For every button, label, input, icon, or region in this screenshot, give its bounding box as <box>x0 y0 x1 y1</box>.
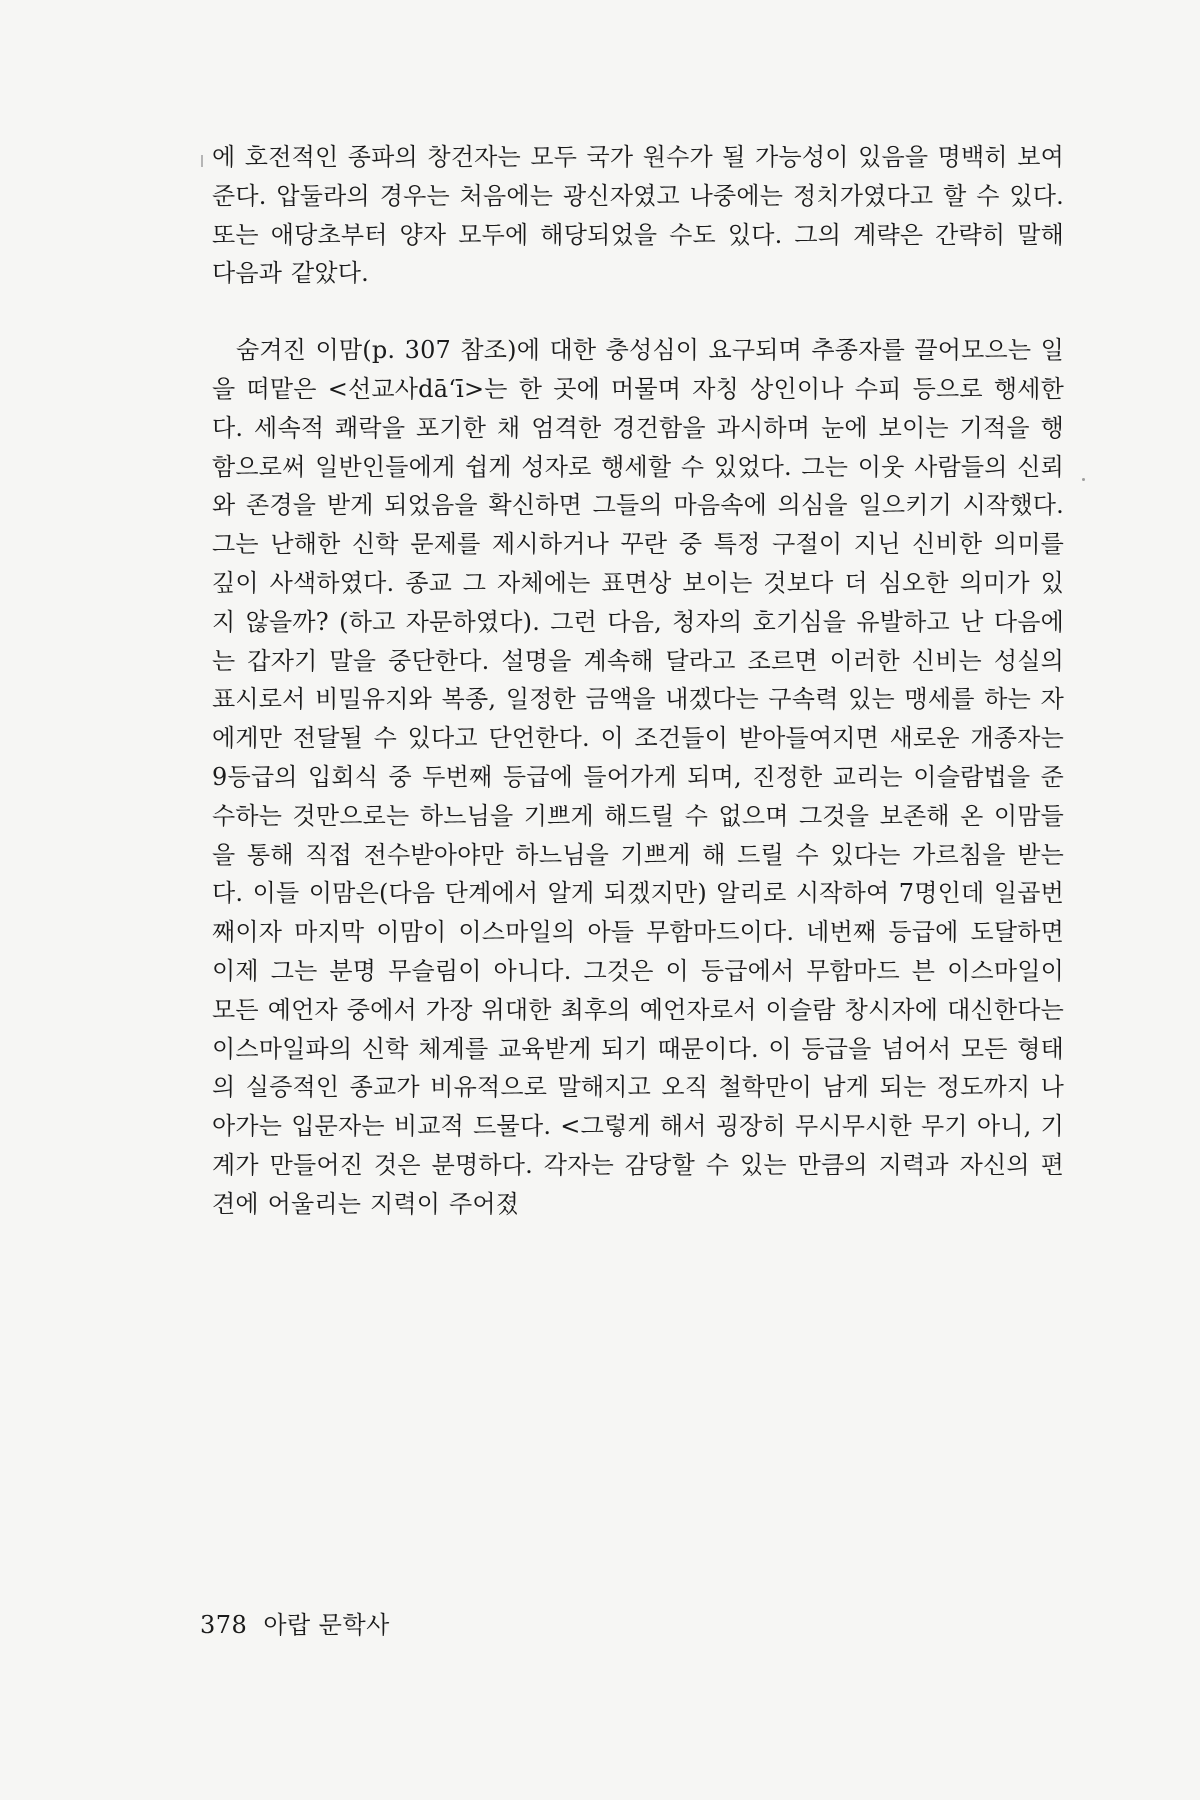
body-text <box>212 138 1064 1224</box>
paragraph-2: 숨겨진 이맘(p. 307 참조)에 대한 충성심이 요구되며 추종자를 끌어모으는 일을 떠맡은 <선교사dā‘ī>는 한 곳에 머물며 자칭 상인이나 수피 등으로 행세한다. 세속적 쾌락을 포기한 채 엄격한 경건함을 과시하며 눈에 보이는 기적을 행함으로써 일반인들에게 쉽게 성자로 행세할 수 있었다. 그는 이웃 사람들의 신뢰와 존경을 받게 되었음을 확신하면 그들의 마음속에 의심을 일으키기 시작했다. 그는 난해한 신학 문제를 제시하거나 꾸란 중 특정 구절이 지닌 신비한 의미를 깊이 사색하였다. 종교 그 자체에는 표면상 보이는 것보다 더 심오한 의미가 있지 않을까? (하고 자문하였다). 그런 다음, 청자의 호기심을 유발하고 난 다음에는 갑자기 말을 중단한다. 설명을 계속해 달라고 조르면 이러한 신비는 성실의 표시로서 비밀유지와 복종, 일정한 금액을 내겠다는 구속력 있는 맹세를 하는 자에게만 전달될 수 있다고 단언한다. 이 조건들이 받아들여지면 새로운 개종자는 9등급의 입회식 중 두번째 등급에 들어가게 되며, 진정한 교리는 이슬람법을 준수하는 것만으로는 하느님을 기쁘게 해드릴 수 없으며 그것을 보존해 온 이맘들을 통해 직접 전수받아야만 하느님을 기쁘게 해 드릴 수 있다는 가르침을 받는다. 이들 이맘은(다음 단계에서 알게 되겠지만) 알리로 시작하여 7명인데 일곱번째이자 마지막 이맘이 이스마일의 아들 무함마드이다. 네번째 등급에 도달하면 이제 그는 분명 무슬림이 아니다. 그것은 이 등급에서 무함마드 븐 이스마일이 모든 예언자 중에서 가장 위대한 최후의 예언자로서 이슬람 창시자에 대신한다는 이스마일파의 신학 체계를 교육받게 되기 때문이다. 이 등급을 넘어서 모든 형태의 실증적인 종교가 비유적으로 말해지고 오직 철학만이 남게 되는 정도까지 나아가는 입문자는 비교적 드물다. <그렇게 해서 굉장히 무시무시한 무기 아니, 기계가 만들어진 것은 분명하다. 각자는 감당할 수 있는 만큼의 지력과 자신의 편견에 어울리는 지력이 주어졌 <box>212 336 1064 1218</box>
paragraph-1: 에 호전적인 종파의 창건자는 모두 국가 원수가 될 가능성이 있음을 명백히 보여 준다. 압둘라의 경우는 처음에는 광신자였고 나중에는 정치가였다고 할 수 있다. 또는 애당초부터 양자 모두에 해당되었을 수도 있다. 그의 계략은 간략히 말해 다음과 같았다. <box>212 143 1064 288</box>
running-title: 아랍 문학사 <box>263 1611 390 1639</box>
page-footer <box>200 1605 390 1640</box>
margin-mark <box>201 155 203 167</box>
page-number: 378 <box>200 1611 248 1639</box>
scan-speck <box>1082 478 1085 481</box>
